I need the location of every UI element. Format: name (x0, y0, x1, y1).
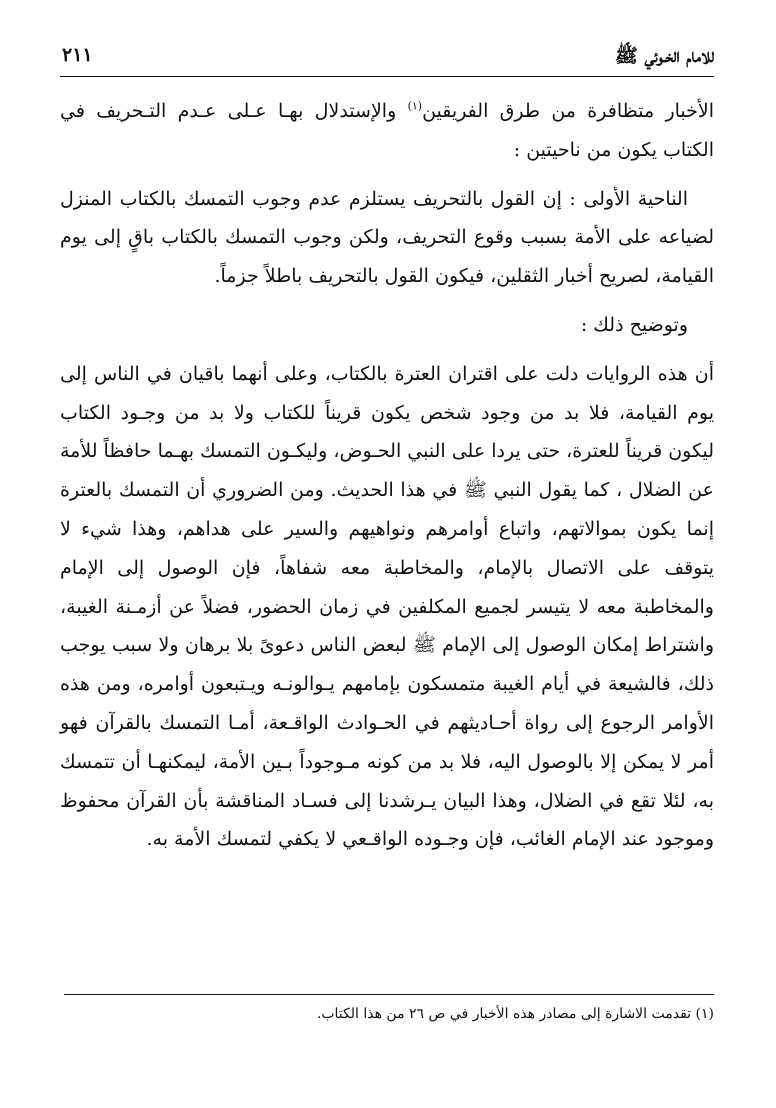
page-number: ٢١١ (62, 44, 93, 66)
paragraph-1-rest: والإستدلال بهـا عـلى عـدم التـحريف في الكتاب يكون من ناحيتين : (60, 100, 714, 161)
paragraph-1 (60, 92, 714, 170)
page-header (60, 42, 714, 77)
paragraph-2: الناحية الأولى : إن القول بالتحريف يستلزم عدم وجوب التمسك بالكتاب المنزل لضياعه على الأمة بسبب وقوع التحريف، ولكن وجوب التمسك بالكتاب باقٍ إلى يوم القيامة، لصريح أخبار الثقلين، فيكون القول بالتحريف باطلاً جزماً. (60, 187, 714, 288)
main-text (60, 92, 714, 869)
footnote-reference: (١) (407, 99, 423, 113)
paragraph-4: أن هذه الروايات دلت على اقتران العترة بالكتاب، وعلى أنهما باقيان في الناس إلى يوم القيامة، فلا بد من وجود شخص يكون قريناً للكتاب ولا بد من وجـود الكتاب ليكون قريناً للعترة، حتى يردا على النبي الحـوض، وليكـون التمسك بهـما حافظاً للأمة عن الضلال ، كما يقول النبي ﷺ في هذا الحديث. ومن الضروري أن التمسك بالعترة إنما يكون بموالاتهم، واتباع أوامرهم ونواهيهم والسير على هداهم، وهذا شيء لا يتوقف على الاتصال بالإمام، والمخاطبة معه شفاهاً، فإن الوصول إلى الإمام والمخاطبة معه لا يتيسر لجميع المكلفين في زمان الحضور، فضلاً عن أزمـنة الغيبة، واشتراط إمكان الوصول إلى الإمام ﷺ لبعض الناس دعوىً بلا برهان ولا سبب يوجب ذلك، فالشيعة في أيام الغيبة متمسكون بإمامهم يـوالونـه ويـتبعون أوامره، ومن هذه الأوامر الرجوع إلى رواة أحـاديثهم في الحـوادث الواقـعة، أمـا التمسك بالقرآن فهو أمر لا يمكن إلا بالوصول اليه، فلا بد من كونه مـوجوداً بـين الأمة، ليمكنهـا أن تتمسك به، لئلا تقع في الضلال، وهذا البيان يـرشدنا إلى فسـاد المناقشة بأن القرآن محفوظ وموجود عند الإمام الغائب، فإن وجـوده الواقـعي لا يكفي لتمسك الأمة به. (60, 362, 714, 851)
running-title: للامام الخـوئي ﷺ (614, 45, 714, 67)
footnote: (١) تقدمت الاشارة إلى مصادر هذه الأخبار في ص ٢٦ من هذا الكتاب. (316, 1006, 714, 1022)
paragraph-1-start: الأخبار متظافرة من طرق الفريقين (422, 100, 714, 122)
footnote-separator (64, 994, 714, 995)
paragraph-3: وتوضيح ذلك : (580, 313, 688, 336)
